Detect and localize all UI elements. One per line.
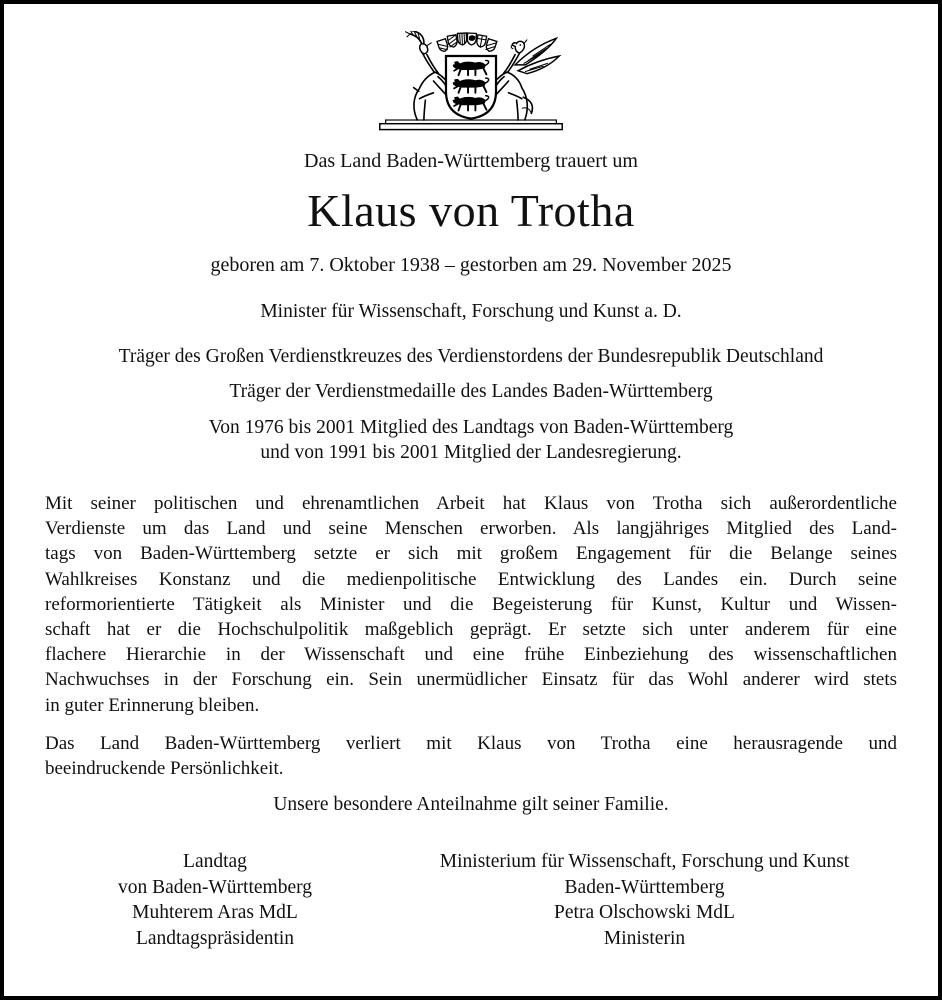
obituary-line: tags von Baden-Württemberg setzte er sich mit großem Engagement für die Belange seines bbox=[45, 543, 897, 565]
tenure-line-landesregierung: und von 1991 bis 2001 Mitglied der Landesregierung. bbox=[260, 442, 682, 463]
crest-shield-icon bbox=[446, 56, 496, 119]
obituary-line: flachere Hierarchie in der Wissenschaft und eine frühe Einbeziehung des wissenschaftlichen bbox=[45, 644, 897, 666]
signature-line: Baden-Württemberg bbox=[564, 876, 725, 898]
signature-line: von Baden-Württemberg bbox=[117, 876, 313, 898]
tenure-lines bbox=[45, 415, 897, 465]
crest-crown-icon bbox=[437, 33, 497, 53]
obituary-line: in guter Erinnerung bleiben. bbox=[45, 694, 260, 716]
signature-line: Landtagspräsidentin bbox=[135, 927, 295, 949]
signature-block bbox=[45, 849, 897, 951]
honor-line-minister: Minister für Wissenschaft, Forschung und Kunst a. D. bbox=[260, 301, 682, 322]
signature-line: Ministerin bbox=[603, 927, 686, 949]
griffin-supporter-icon bbox=[492, 38, 559, 120]
tenure-line-landtag: Von 1976 bis 2001 Mitglied des Landtags von Baden-Württemberg bbox=[208, 417, 734, 438]
obituary-line: Wahlkreises Konstanz und die medienpolitische Entwicklung des Landes ein. Durch seine bbox=[45, 568, 897, 590]
intro-line: Das Land Baden-Württemberg trauert um bbox=[304, 150, 638, 172]
signature-line: Ministerium für Wissenschaft, Forschung und Kunst bbox=[439, 851, 850, 873]
signature-ministerium bbox=[392, 849, 897, 951]
condolence-line: Unsere besondere Anteilnahme gilt seiner Familie. bbox=[273, 794, 669, 816]
crest-plinth bbox=[380, 120, 562, 130]
obituary-line: reformorientierte Tätigkeit als Minister und die Begeisterung für Kunst, Kultur und Wissen- bbox=[45, 593, 897, 615]
life-dates: geboren am 7. Oktober 1938 – gestorben am 29. November 2025 bbox=[210, 254, 732, 276]
closing-paragraph bbox=[45, 731, 897, 781]
obituary-line: Nachwuchses in der Forschung ein. Sein unermüdlicher Einsatz für das Wohl anderer wird stets bbox=[45, 669, 897, 691]
signature-line: Petra Olschowski MdL bbox=[554, 902, 735, 924]
coat-of-arms-icon bbox=[375, 31, 567, 134]
honor-line-verdienstkreuz: Träger des Großen Verdienstkreuzes des Verdienstordens der Bundesrepublik Deutschland bbox=[118, 346, 824, 367]
obituary-line: Verdienste um das Land und seine Menschen erworben. Als langjähriges Mitglied des Land- bbox=[45, 518, 897, 540]
deceased-name: Klaus von Trotha bbox=[307, 185, 635, 236]
honor-line-verdienstmedaille: Träger der Verdienstmedaille des Landes Baden-Württemberg bbox=[229, 381, 713, 402]
signature-line: Muhterem Aras MdL bbox=[132, 902, 298, 924]
obituary-paragraph bbox=[45, 491, 897, 718]
closing-line: beeindruckende Persönlichkeit. bbox=[45, 758, 284, 780]
obituary-line: Mit seiner politischen und ehrenamtlichen Arbeit hat Klaus von Trotha sich außerordentliche bbox=[45, 493, 897, 514]
signature-line: Landtag bbox=[183, 851, 247, 873]
signature-landtag bbox=[55, 849, 375, 951]
obituary-line: schaft hat er die Hochschulpolitik maßgeblich geprägt. Er setzte sich unter anderem für eine bbox=[45, 619, 897, 641]
closing-line: Das Land Baden-Württemberg verliert mit Klaus von Trotha eine herausragende und bbox=[45, 732, 897, 754]
